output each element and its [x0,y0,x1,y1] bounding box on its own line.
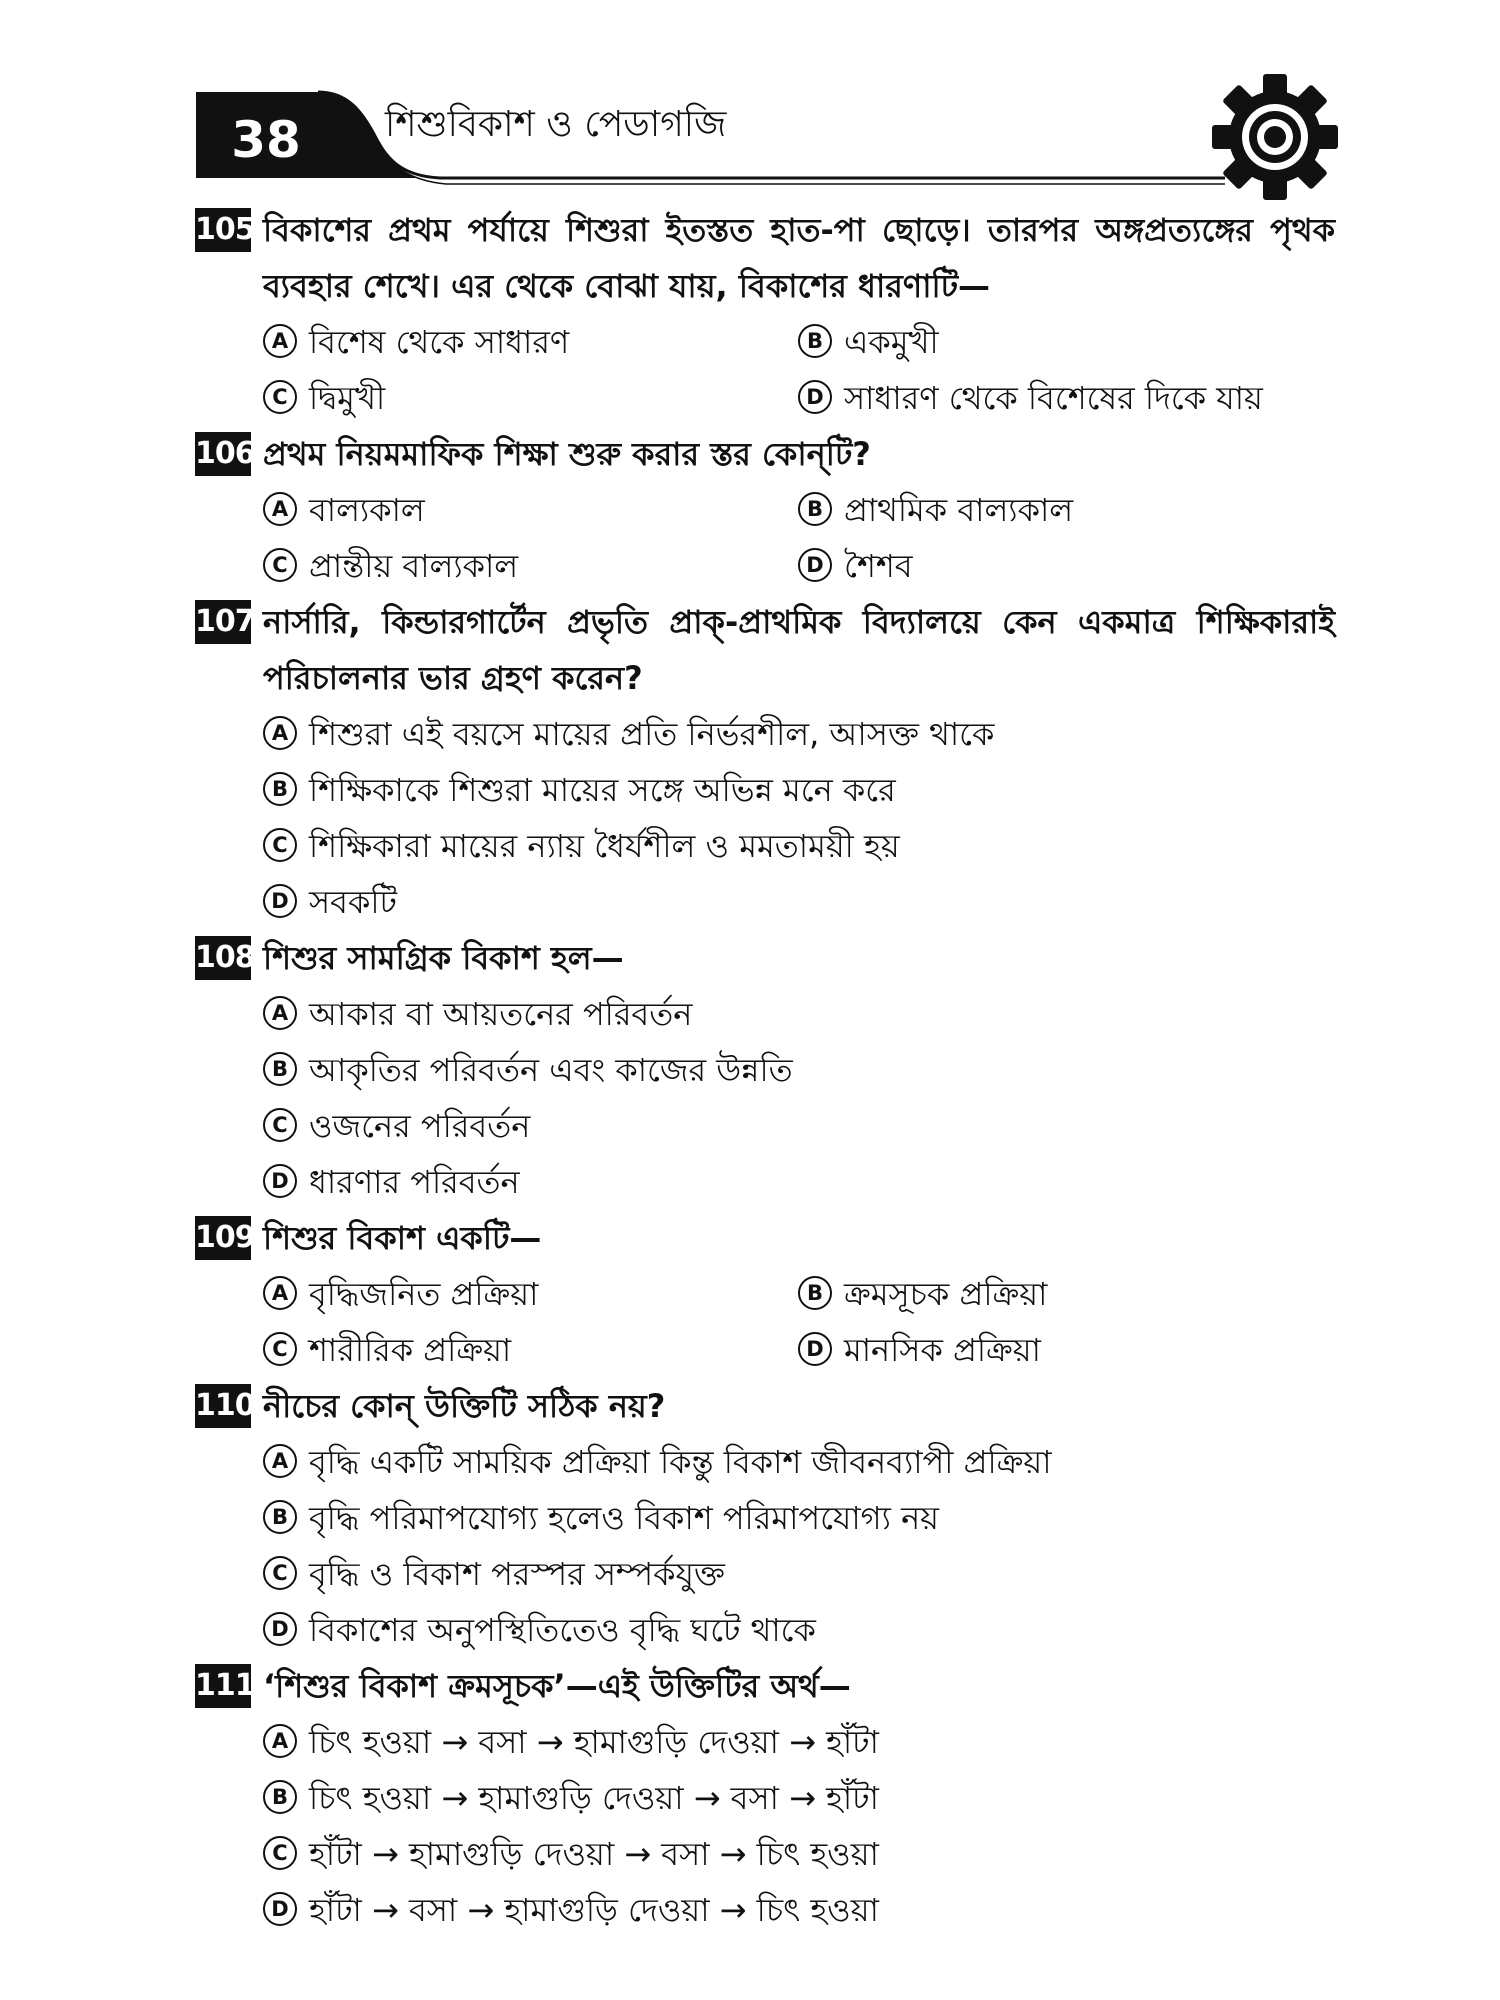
question-106 [195,426,1335,594]
book-title: শিশুবিকাশ ও পেডাগজি [385,104,727,145]
option-letter-badge: C [263,1556,297,1590]
option-text: চিৎ হওয়া → বসা → হামাগুড়ি দেওয়া → হাঁটা [309,1723,879,1761]
option-letter-badge: B [263,772,297,806]
option-d[interactable] [263,874,1335,930]
page-header [0,0,1500,200]
option-text: শিক্ষিকাকে শিশুরা মায়ের সঙ্গে অভিন্ন মনে করে [309,771,896,809]
option-text: বৃদ্ধি একটি সাময়িক প্রক্রিয়া কিন্তু বিকাশ জীবনব্যাপী প্রক্রিয়া [309,1443,1052,1481]
option-text: শিশুরা এই বয়সে মায়ের প্রতি নির্ভরশীল, আসক্ত থাকে [309,715,995,753]
option-text: শৈশব [844,547,913,585]
option-letter-badge: B [263,1052,297,1086]
question-number: 108 [195,936,251,980]
option-b[interactable] [798,1266,1047,1322]
option-text: প্রান্তীয় বাল্যকাল [309,547,519,585]
option-a[interactable] [263,1266,798,1322]
option-text: বিশেষ থেকে সাধারণ [309,323,570,361]
gear-icon [1210,72,1340,202]
option-letter-badge: C [263,828,297,862]
option-text: বিকাশের অনুপস্থিতিতেও বৃদ্ধি ঘটে থাকে [309,1611,816,1649]
option-a[interactable] [263,1434,1335,1490]
option-letter-badge: A [263,1724,297,1758]
option-text: বৃদ্ধি ও বিকাশ পরস্পর সম্পর্কযুক্ত [309,1555,725,1593]
option-text: বাল্যকাল [309,491,425,529]
option-letter-badge: B [798,324,832,358]
option-text: একমুখী [844,323,939,361]
option-a[interactable] [263,482,798,538]
option-text: দ্বিমুখী [309,379,386,417]
question-107 [195,594,1335,930]
option-letter-badge: D [798,1332,832,1366]
option-text: ক্রমসূচক প্রক্রিয়া [844,1275,1048,1313]
question-number: 111 [195,1664,251,1708]
option-d[interactable] [798,370,1263,426]
option-letter-badge: A [263,324,297,358]
option-c[interactable] [263,370,798,426]
option-c[interactable] [263,1322,798,1378]
question-text: নীচের কোন্‌ উক্তিটি সঠিক নয়? [263,1387,666,1425]
option-text: মানসিক প্রক্রিয়া [844,1331,1041,1369]
option-letter-badge: D [263,1612,297,1646]
option-letter-badge: B [798,492,832,526]
question-110 [195,1378,1335,1658]
question-111 [195,1658,1335,1938]
option-letter-badge: C [263,380,297,414]
page-number: 38 [231,111,301,169]
option-b[interactable] [798,482,1073,538]
option-text: চিৎ হওয়া → হামাগুড়ি দেওয়া → বসা → হাঁটা [309,1779,879,1817]
option-letter-badge: C [263,1332,297,1366]
question-text: নার্সারি, কিন্ডারগার্টেন প্রভৃতি প্রাক্‌-প্রাথমিক বিদ্যালয়ে কেন একমাত্র শিক্ষিকারাই পরিচালনার ভার গ্রহণ করেন? [263,603,1335,697]
question-number: 105 [195,208,251,252]
option-text: বৃদ্ধিজনিত প্রক্রিয়া [309,1275,539,1313]
option-d[interactable] [263,1882,1335,1938]
option-c[interactable] [263,818,1335,874]
option-letter-badge: A [263,1276,297,1310]
question-text: শিশুর বিকাশ একটি— [263,1219,542,1257]
option-a[interactable] [263,1714,1335,1770]
option-letter-badge: B [263,1500,297,1534]
option-b[interactable] [263,1770,1335,1826]
option-a[interactable] [263,314,798,370]
option-text: সাধারণ থেকে বিশেষের দিকে যায় [844,379,1263,417]
option-a[interactable] [263,706,1335,762]
question-109 [195,1210,1335,1378]
option-text: বৃদ্ধি পরিমাপযোগ্য হলেও বিকাশ পরিমাপযোগ্য নয় [309,1499,940,1537]
option-letter-badge: C [263,1836,297,1870]
question-number: 107 [195,600,251,644]
option-c[interactable] [263,1826,1335,1882]
question-text: শিশুর সামগ্রিক বিকাশ হল— [263,939,624,977]
option-letter-badge: D [798,380,832,414]
option-c[interactable] [263,1098,1335,1154]
question-text: প্রথম নিয়মমাফিক শিক্ষা শুরু করার স্তর কোন্‌টি? [263,435,871,473]
option-c[interactable] [263,538,798,594]
option-text: আকৃতির পরিবর্তন এবং কাজের উন্নতি [309,1051,793,1089]
option-letter-badge: D [798,548,832,582]
option-text: আকার বা আয়তনের পরিবর্তন [309,995,693,1033]
question-number: 106 [195,432,251,476]
question-number: 109 [195,1216,251,1260]
option-text: শারীরিক প্রক্রিয়া [309,1331,512,1369]
option-letter-badge: A [263,716,297,750]
option-letter-badge: B [798,1276,832,1310]
option-a[interactable] [263,986,1335,1042]
option-letter-badge: D [263,1164,297,1198]
option-b[interactable] [798,314,939,370]
option-letter-badge: A [263,996,297,1030]
question-text: বিকাশের প্রথম পর্যায়ে শিশুরা ইতস্তত হাত-পা ছোড়ে। তারপর অঙ্গপ্রত্যঙ্গের পৃথক ব্যবহার শেখে। এর থেকে বোঝা যায়, বিকাশের ধারণাটি— [263,211,1335,305]
option-letter-badge: B [263,1780,297,1814]
question-108 [195,930,1335,1210]
option-d[interactable] [798,1322,1041,1378]
option-text: শিক্ষিকারা মায়ের ন্যায় ধৈর্যশীল ও মমতাময়ী হয় [309,827,900,865]
option-letter-badge: C [263,548,297,582]
option-letter-badge: D [263,1892,297,1926]
option-d[interactable] [263,1602,1335,1658]
option-text: হাঁটা → হামাগুড়ি দেওয়া → বসা → চিৎ হওয়া [309,1835,879,1873]
option-b[interactable] [263,1042,1335,1098]
option-b[interactable] [263,762,1335,818]
option-text: সবকটি [309,883,397,921]
option-letter-badge: A [263,1444,297,1478]
option-letter-badge: A [263,492,297,526]
question-list [195,202,1335,1938]
option-letter-badge: D [263,884,297,918]
option-text: হাঁটা → বসা → হামাগুড়ি দেওয়া → চিৎ হওয়া [309,1891,879,1929]
question-number: 110 [195,1384,251,1428]
option-letter-badge: C [263,1108,297,1142]
question-105 [195,202,1335,426]
option-text: প্রাথমিক বাল্যকাল [844,491,1074,529]
option-d[interactable] [798,538,913,594]
option-d[interactable] [263,1154,1335,1210]
option-c[interactable] [263,1546,1335,1602]
option-text: ওজনের পরিবর্তন [309,1107,531,1145]
option-b[interactable] [263,1490,1335,1546]
question-text: ‘শিশুর বিকাশ ক্রমসূচক’—এই উক্তিটির অর্থ— [263,1667,851,1705]
option-text: ধারণার পরিবর্তন [309,1163,520,1201]
